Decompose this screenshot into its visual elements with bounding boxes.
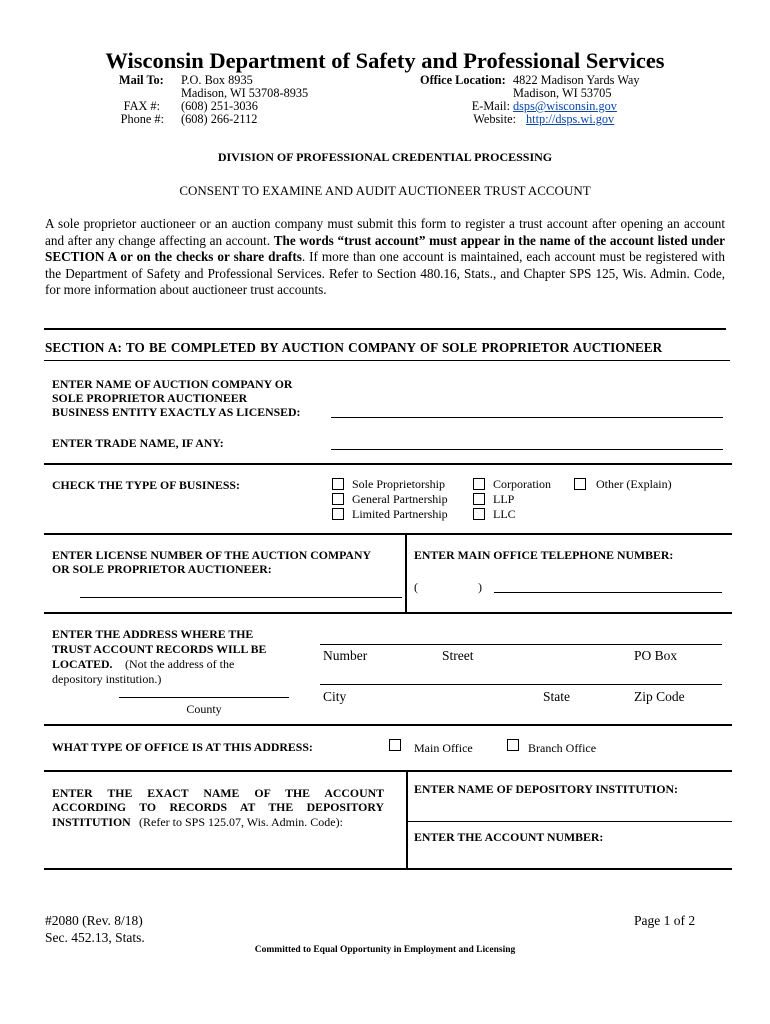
county-field[interactable]: [119, 697, 289, 698]
divider: [44, 463, 732, 465]
address-label-3: LOCATED.: [52, 657, 113, 671]
business-type-label: CHECK THE TYPE OF BUSINESS:: [52, 478, 240, 492]
company-name-field[interactable]: [331, 417, 723, 418]
number-caption: Number: [323, 648, 368, 663]
footer-tagline: Committed to Equal Opportunity in Employment and Licensing: [254, 945, 516, 955]
general-partnership-label: General Partnership: [352, 492, 448, 506]
divider: [44, 724, 732, 726]
corporation-checkbox[interactable]: [473, 478, 485, 490]
po-box-caption: PO Box: [634, 648, 678, 663]
license-number-field[interactable]: [80, 597, 402, 598]
email-label: E-Mail:: [471, 99, 510, 113]
license-label-2: OR SOLE PROPRIETOR AUCTIONEER:: [52, 562, 272, 576]
main-office-checkbox[interactable]: [389, 739, 401, 751]
phone-number: (608) 266-2112: [181, 112, 258, 126]
office-line1: 4822 Madison Yards Way: [513, 73, 640, 87]
depository-institution-label: ENTER NAME OF DEPOSITORY INSTITUTION:: [414, 782, 678, 796]
sole-proprietorship-checkbox[interactable]: [332, 478, 344, 490]
office-line2: Madison, WI 53705: [513, 86, 612, 100]
other-label: Other (Explain): [596, 477, 672, 491]
address-label-1: ENTER THE ADDRESS WHERE THE: [52, 627, 254, 641]
street-caption: Street: [442, 648, 474, 663]
company-name-label-3: BUSINESS ENTITY EXACTLY AS LICENSED:: [52, 405, 301, 419]
statute-reference: Sec. 452.13, Stats.: [45, 930, 145, 945]
form-number: #2080 (Rev. 8/18): [45, 913, 143, 928]
corporation-label: Corporation: [493, 477, 551, 491]
other-checkbox[interactable]: [574, 478, 586, 490]
company-name-label-2: SOLE PROPRIETOR AUCTIONEER: [52, 391, 248, 405]
office-location-label: Office Location:: [420, 73, 506, 87]
divider: [44, 612, 732, 614]
section-a-heading: SECTION A: TO BE COMPLETED BY AUCTION COMPANY OF SOLE PROPRIETOR AUCTIONEER: [45, 340, 663, 355]
sole-proprietorship-label: Sole Proprietorship: [352, 477, 445, 491]
divider: [406, 770, 408, 870]
mail-line2: Madison, WI 53708-8935: [181, 86, 309, 100]
street-address-field[interactable]: [320, 644, 722, 645]
limited-partnership-checkbox[interactable]: [332, 508, 344, 520]
division-heading: DIVISION OF PROFESSIONAL CREDENTIAL PROCESSING: [217, 150, 553, 164]
account-name-label-1: ENTER THE EXACT NAME OF THE ACCOUNT: [52, 786, 384, 800]
llc-label: LLC: [493, 507, 516, 521]
address-note-2: depository institution.): [52, 672, 162, 686]
trade-name-field[interactable]: [331, 449, 723, 450]
phone-label: Phone #:: [120, 112, 164, 126]
fax-label: FAX #:: [123, 99, 160, 113]
area-code-close: ): [478, 580, 482, 594]
zip-caption: Zip Code: [634, 689, 685, 704]
account-name-label-3: INSTITUTION: [52, 815, 131, 829]
divider: [44, 770, 732, 772]
county-caption: County: [186, 702, 222, 716]
general-partnership-checkbox[interactable]: [332, 493, 344, 505]
state-caption: State: [543, 689, 570, 704]
website-label: Website:: [473, 112, 516, 126]
account-name-note: (Refer to SPS 125.07, Wis. Admin. Code):: [139, 815, 343, 829]
branch-office-label: Branch Office: [528, 741, 597, 755]
address-label-2: TRUST ACCOUNT RECORDS WILL BE: [52, 642, 267, 656]
main-phone-label: ENTER MAIN OFFICE TELEPHONE NUMBER:: [414, 548, 674, 562]
address-note-1: (Not the address of the: [125, 657, 235, 671]
main-office-label: Main Office: [414, 741, 473, 755]
limited-partnership-label: Limited Partnership: [352, 507, 448, 521]
area-code-open: (: [414, 580, 418, 594]
divider: [405, 533, 407, 612]
license-label-1: ENTER LICENSE NUMBER OF THE AUCTION COMPANY: [52, 548, 371, 562]
divider: [44, 360, 730, 361]
llc-checkbox[interactable]: [473, 508, 485, 520]
depository-institution-field[interactable]: [407, 821, 732, 822]
office-type-label: WHAT TYPE OF OFFICE IS AT THIS ADDRESS:: [52, 740, 313, 754]
company-name-label-1: ENTER NAME OF AUCTION COMPANY OR: [52, 377, 293, 391]
divider: [44, 868, 732, 870]
account-name-label-2: ACCORDING TO RECORDS AT THE DEPOSITORY: [52, 800, 384, 814]
intro-paragraph: A sole proprietor auctioneer or an auction company must submit this form to register a trust account after opening an account and after any change affecting an account. The words “trust account” must appear in the name of the account listed under SECTION A or on the checks or share drafts. If more than one account is maintained, each account must be registered with the Department of Safety and Professional Services. Refer to Section 480.16, Stats., and Chapter SPS 125, Wis. Admin. Code, for more information about auctioneer trust accounts.: [45, 216, 725, 297]
mail-line1: P.O. Box 8935: [181, 73, 253, 87]
trade-name-label: ENTER TRADE NAME, IF ANY:: [52, 436, 224, 450]
city-caption: City: [323, 689, 347, 704]
website-link[interactable]: http://dsps.wi.gov: [526, 112, 615, 126]
divider: [44, 533, 732, 535]
form-title: CONSENT TO EXAMINE AND AUDIT AUCTIONEER TRUST ACCOUNT: [179, 183, 591, 198]
divider: [44, 328, 726, 330]
page-title: Wisconsin Department of Safety and Professional Services: [105, 48, 665, 73]
llp-checkbox[interactable]: [473, 493, 485, 505]
account-number-label: ENTER THE ACCOUNT NUMBER:: [414, 830, 604, 844]
branch-office-checkbox[interactable]: [507, 739, 519, 751]
llp-label: LLP: [493, 492, 515, 506]
city-state-zip-field[interactable]: [320, 684, 722, 685]
email-link[interactable]: dsps@wisconsin.gov: [513, 99, 617, 113]
main-phone-field[interactable]: [494, 592, 722, 593]
mail-to-label: Mail To:: [119, 73, 164, 87]
fax-number: (608) 251-3036: [181, 99, 258, 113]
page-number: Page 1 of 2: [634, 913, 696, 928]
